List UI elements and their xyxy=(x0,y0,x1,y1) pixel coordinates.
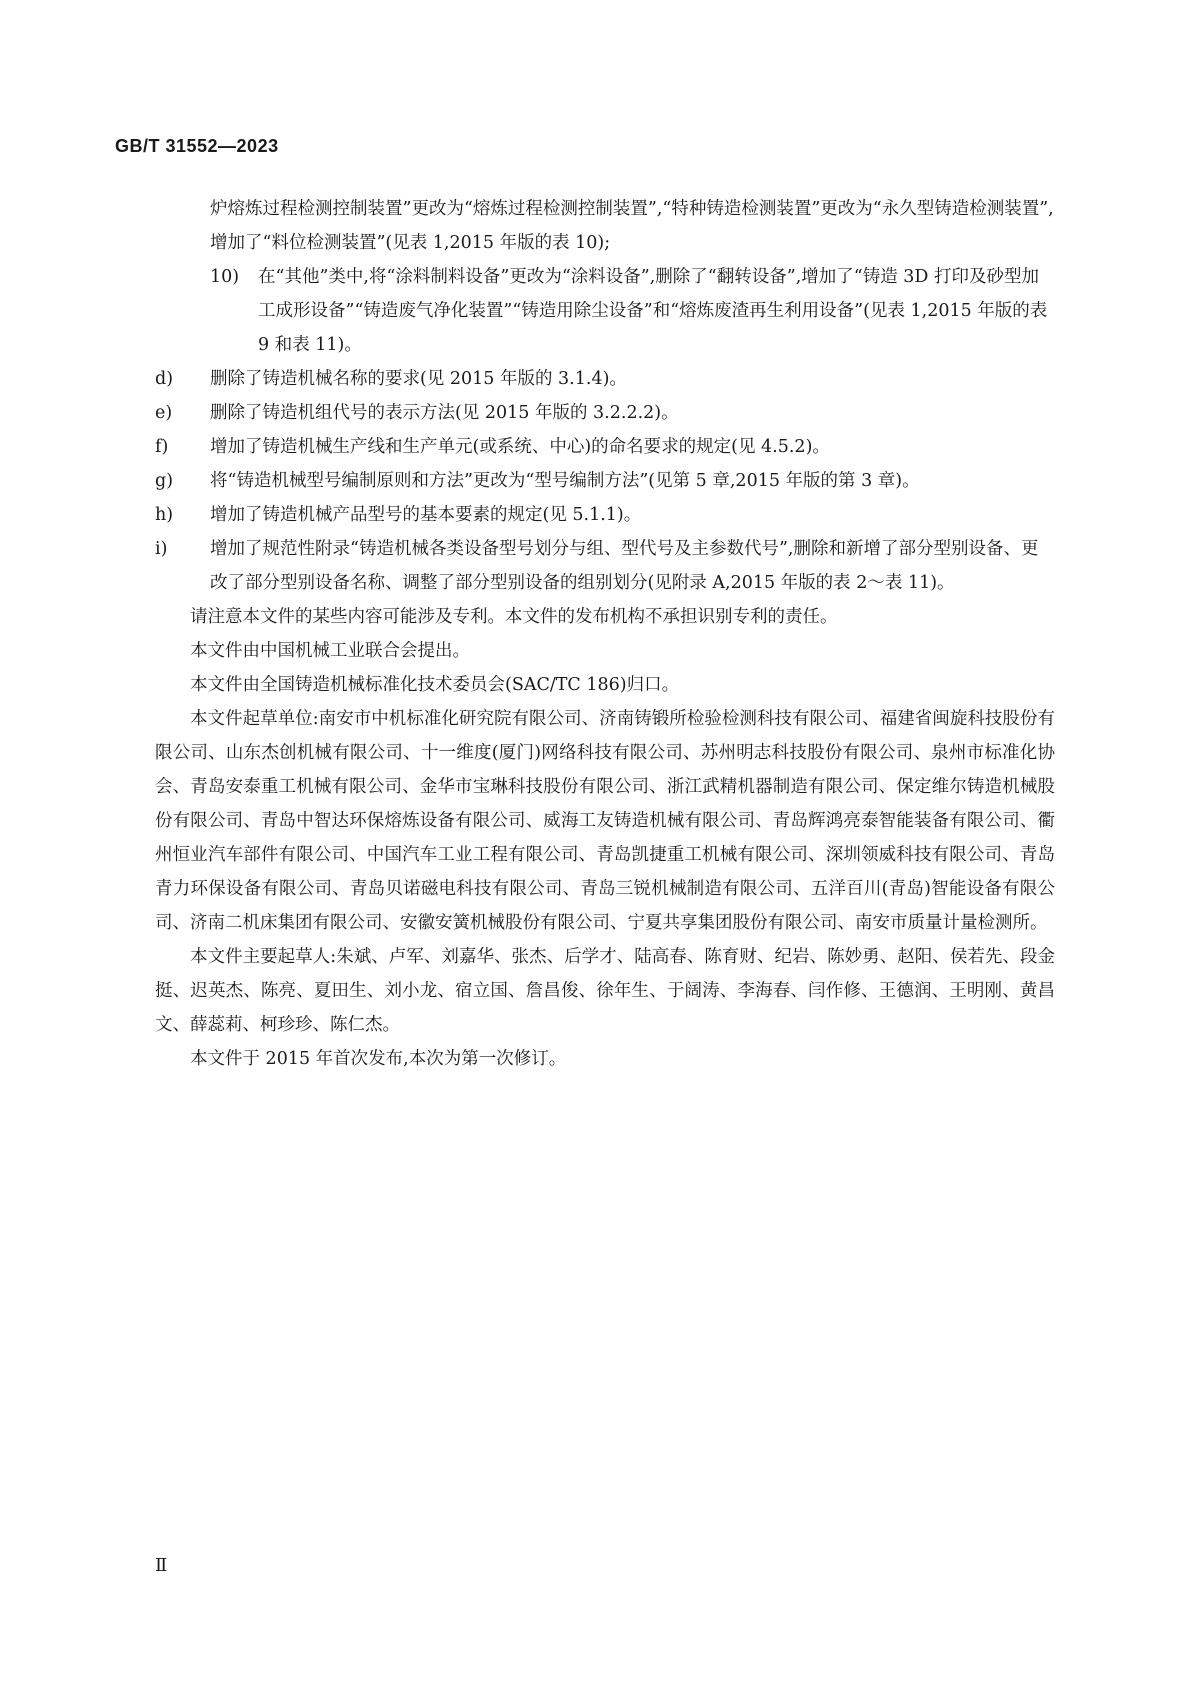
sub-list-text: 在“其他”类中,将“涂料制料设备”更改为“涂料设备”,删除了“翻转设备”,增加了“铸造 3D 打印及砂型加工成形设备”“铸造废气净化装置”“铸造用除尘设备”和“熔炼废渣再生利用设备”(见表 1,2015 年版的表 9 和表 11)。 xyxy=(258,267,1048,355)
list-marker: f) xyxy=(155,437,169,457)
list-marker: g) xyxy=(155,471,174,491)
patent-notice: 请注意本文件的某些内容可能涉及专利。本文件的发布机构不承担识别专利的责任。 xyxy=(190,607,838,627)
list-text: 将“铸造机械型号编制原则和方法”更改为“型号编制方法”(见第 5 章,2015 年版的第 3 章)。 xyxy=(210,471,920,491)
list-text: 增加了规范性附录“铸造机械各类设备型号划分与组、型代号及主参数代号”,删除和新增了部分型别设备、更改了部分型别设备名称、调整了部分型别设备的组别划分(见附录 A,2015 年版的表 2～表 11)。 xyxy=(210,539,1039,593)
proposer-statement: 本文件由中国机械工业联合会提出。 xyxy=(190,641,470,661)
drafting-units: 本文件起草单位:南安市中机标准化研究院有限公司、济南铸锻所检验检测科技有限公司、福建省闽旋科技股份有限公司、山东杰创机械有限公司、十一维度(厦门)网络科技有限公司、苏州明志科技股份有限公司、泉州市标准化协会、青岛安泰重工机械有限公司、金华市宝琳科技股份有限公司、浙江武精机器制造有限公司、保定维尔铸造机械股份有限公司、青岛中智达环保熔炼设备有限公司、威海工友铸造机械有限公司、青岛辉鸿亮泰智能装备有限公司、衢州恒业汽车部件有限公司、中国汽车工业工程有限公司、青岛凯捷重工机械有限公司、深圳领威科技有限公司、青岛青力环保设备有限公司、青岛贝诺磁电科技有限公司、青岛三锐机械制造有限公司、五洋百川(青岛)智能设备有限公司、济南二机床集团有限公司、安徽安簧机械股份有限公司、宁夏共享集团股份有限公司、南安市质量计量检测所。 xyxy=(155,709,1055,933)
list-item xyxy=(155,532,1055,600)
list-item xyxy=(155,396,1055,430)
list-text: 删除了铸造机械名称的要求(见 2015 年版的 3.1.4)。 xyxy=(210,369,627,389)
list-marker: i) xyxy=(155,539,168,559)
list-text: 增加了铸造机械产品型号的基本要素的规定(见 5.1.1)。 xyxy=(210,505,642,525)
list-item xyxy=(155,362,1055,396)
standard-number: GB/T 31552—2023 xyxy=(115,136,279,156)
list-item xyxy=(155,498,1055,532)
list-item xyxy=(155,464,1055,498)
list-text: 增加了铸造机械生产线和生产单元(或系统、中心)的命名要求的规定(见 4.5.2)。 xyxy=(210,437,830,457)
list-marker: d) xyxy=(155,369,174,389)
sub-list-item xyxy=(155,260,1055,362)
page-number: Ⅱ xyxy=(155,1555,168,1576)
list-item xyxy=(155,430,1055,464)
foreword-body xyxy=(155,192,1055,1076)
list-marker: e) xyxy=(155,403,173,423)
continued-list-text: 炉熔炼过程检测控制装置”更改为“熔炼过程检测控制装置”,“特种铸造检测装置”更改为“永久型铸造检测装置”,增加了“料位检测装置”(见表 1,2015 年版的表 10); xyxy=(210,199,1054,253)
list-text: 删除了铸造机组代号的表示方法(见 2015 年版的 3.2.2.2)。 xyxy=(210,403,679,423)
list-marker: h) xyxy=(155,505,174,525)
revision-history: 本文件于 2015 年首次发布,本次为第一次修订。 xyxy=(190,1049,567,1069)
drafters: 本文件主要起草人:朱斌、卢军、刘嘉华、张杰、后学才、陆高春、陈育财、纪岩、陈妙勇、赵阳、侯若先、段金挺、迟英杰、陈亮、夏田生、刘小龙、宿立国、詹昌俊、徐年生、于阔涛、李海春、闫作修、王德润、王明刚、黄昌文、薛蕊莉、柯珍珍、陈仁杰。 xyxy=(155,947,1055,1035)
committee-statement: 本文件由全国铸造机械标准化技术委员会(SAC/TC 186)归口。 xyxy=(190,675,680,695)
sub-list-marker: 10) xyxy=(210,267,240,287)
